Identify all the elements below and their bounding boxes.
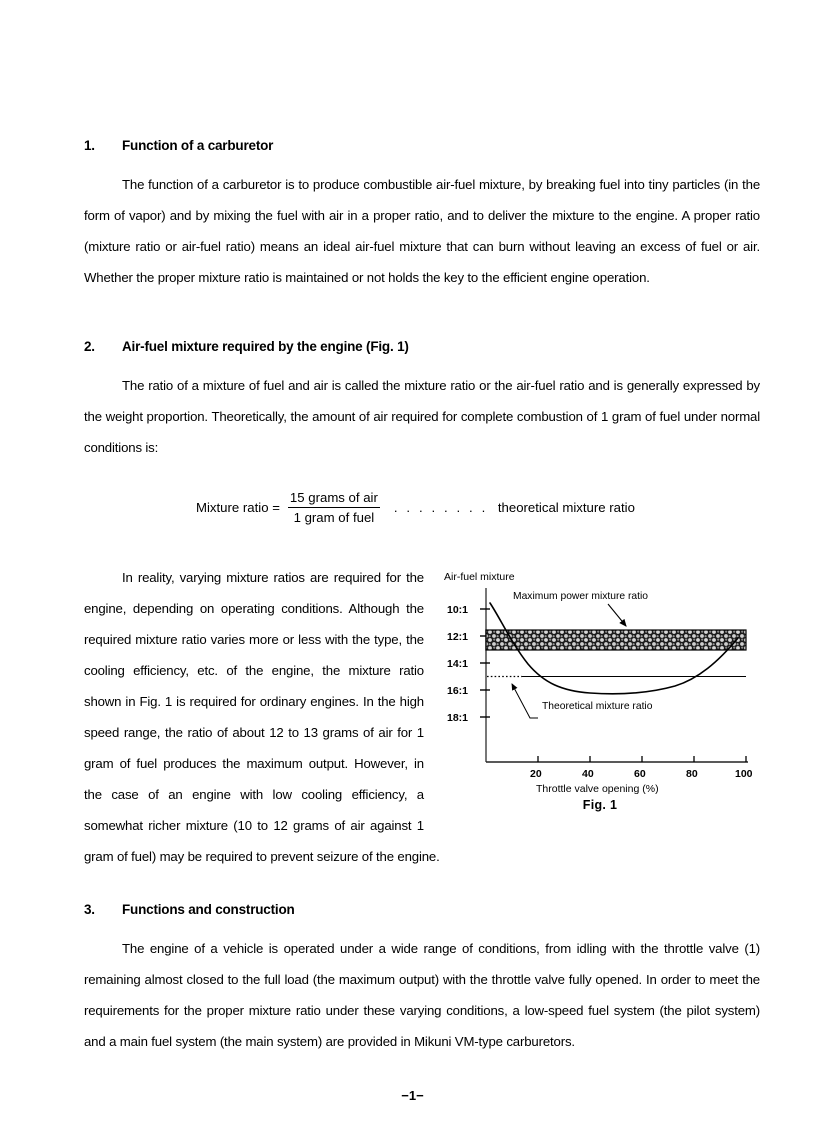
svg-text:12:1: 12:1: [447, 631, 469, 643]
svg-text:60: 60: [634, 768, 646, 780]
spacer: [84, 293, 760, 339]
section-number-3: 3.: [84, 902, 95, 917]
section-1-paragraph-1: The function of a carburetor is to produce combustible air-fuel mixture, by breaking fuel into tiny particles (in the form of vapor) and by mixing the fuel with air in a proper ratio, and to deliver the mixture to the engine. A proper ratio (mixture ratio or air-fuel ratio) means an ideal air-fuel mixture that can burn without leaving an excess of fuel or air. Whether the proper mixture ratio is maintained or not holds the key to the efficient engine operation.: [84, 177, 760, 285]
formula-fraction: [288, 489, 380, 526]
formula-lhs: Mixture ratio =: [196, 500, 280, 515]
chart-ylabel: Air-fuel mixture: [444, 571, 515, 583]
section-title-3: Functions and construction: [122, 902, 295, 917]
section-3-paragraph-1: The engine of a vehicle is operated under a wide range of conditions, from idling with the throttle valve (1) remaining almost closed to the full load (the maximum output) with the throttle valve fully opened. In order to meet the requirements for the proper mixture ratio under these varying conditions, a low-speed fuel system (the pilot system) and a main fuel system (the main system) are provided in Mikuni VM-type carburetors.: [84, 941, 760, 1049]
svg-text:14:1: 14:1: [447, 658, 469, 670]
svg-text:18:1: 18:1: [447, 712, 469, 724]
svg-text:20: 20: [530, 768, 542, 780]
spacer: [84, 546, 760, 562]
chart-y-ticks: [447, 604, 490, 724]
section-heading-2: [84, 339, 760, 354]
formula-denominator: 1 gram of fuel: [293, 510, 375, 525]
annotation-theoretical-label: Theoretical mixture ratio: [542, 701, 653, 712]
svg-text:40: 40: [582, 768, 594, 780]
formula-rhs-label: theoretical mixture ratio: [497, 500, 635, 515]
section-heading-3: [84, 902, 760, 917]
page-content: [84, 138, 760, 1057]
section-2-paragraph-2: In reality, varying mixture ratios are required for the engine, depending on operating conditions. Although the required mixture ratio varies more or less with the type, the cooling efficiency, etc. of the engine, the mixture ratio shown in Fig. 1 is required for ordinary engines. In the high speed range, the ratio of about 12 to 13 grams of air for 1 gram of fuel produces the maximum output. However, in the case of an engine with low cooling efficiency, a somewhat richer mixture (10 to 12 grams of air against 1 gram of fuel) may be required to prevent seizure of the engine.: [84, 570, 440, 864]
svg-text:10:1: 10:1: [447, 604, 469, 616]
formula-leader-dots: . . . . . . . .: [393, 500, 488, 515]
section-number-2: 2.: [84, 339, 95, 354]
chart-xlabel: Throttle valve opening (%): [536, 783, 659, 795]
section-heading-1: [84, 138, 760, 153]
svg-text:100: 100: [735, 768, 753, 780]
svg-text:80: 80: [686, 768, 698, 780]
annotation-max-power-label: Maximum power mixture ratio: [513, 591, 649, 602]
figure-1: [440, 566, 760, 818]
figure-caption: Fig. 1: [582, 798, 618, 812]
svg-text:16:1: 16:1: [447, 685, 469, 697]
mixture-ratio-formula: [84, 489, 760, 526]
section-title-2: Air-fuel mixture required by the engine (Fig. 1): [122, 339, 409, 354]
section-2-paragraph-1: The ratio of a mixture of fuel and air is called the mixture ratio or the air-fuel ratio and is generally expressed by the weight proportion. Theoretically, the amount of air required for complete combustion of 1 gram of fuel under normal conditions is:: [84, 378, 760, 455]
spacer: [84, 872, 760, 902]
annotation-max-power-arrow: [608, 604, 626, 626]
page-number: −1−: [401, 1088, 424, 1103]
section-number-1: 1.: [84, 138, 95, 153]
section-title-1: Function of a carburetor: [122, 138, 274, 153]
maximum-power-band: [486, 630, 746, 650]
annotation-theoretical-arrow: [512, 684, 538, 718]
air-fuel-mixture-chart: [440, 566, 760, 798]
formula-numerator: 15 grams of air: [288, 489, 380, 508]
chart-x-ticks: [530, 756, 753, 780]
